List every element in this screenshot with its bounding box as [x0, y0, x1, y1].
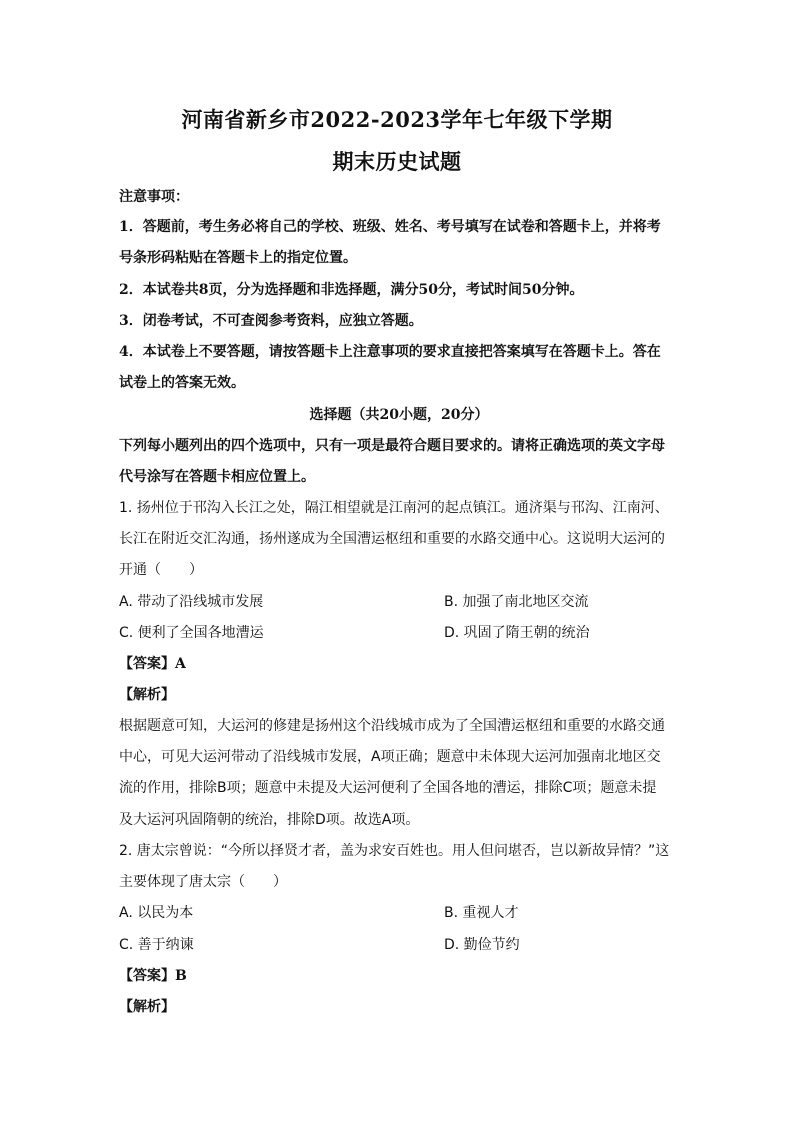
notice-item-4-line-1: 4．本试卷上不要答题，请按答题卡上注意事项的要求直接把答案填写在答题卡上。答在 [119, 344, 661, 360]
notice-item-3: 3．闭卷考试，不可查阅参考资料，应独立答题。 [119, 313, 423, 329]
section-heading: 选择题（共20小题，20分） [309, 407, 489, 423]
section-instructions-line-1: 下列每小题列出的四个选项中，只有一项是最符合题目要求的。请将正确选项的英文字母 [119, 438, 665, 454]
q1-analysis-heading: 【解析】 [119, 687, 175, 703]
notice-item-2: 2．本试卷共8页，分为选择题和非选择题，满分50分，考试时间50分钟。 [119, 282, 584, 298]
q1-option-a: A. 带动了沿线城市发展 [119, 594, 264, 610]
q1-stem-line-3: 开通（ ） [119, 562, 203, 578]
q2-analysis-heading: 【解析】 [119, 999, 175, 1015]
q2-option-c: C. 善于纳谏 [119, 937, 194, 953]
q2-option-d: D. 勤俭节约 [444, 937, 520, 953]
q1-option-d: D. 巩固了隋王朝的统治 [444, 625, 590, 641]
q1-analysis-line-2: 中心，可见大运河带动了沿线城市发展，A项正确；题意中未体现大运河加强南北地区交 [119, 749, 661, 765]
q1-analysis-line-1: 根据题意可知，大运河的修建是扬州这个沿线城市成为了全国漕运枢纽和重要的水路交通 [119, 718, 665, 734]
q2-answer: 【答案】B [119, 968, 187, 984]
q2-option-b: B. 重视人才 [444, 905, 519, 921]
q2-stem-line-2: 主要体现了唐太宗（ ） [119, 874, 287, 890]
q1-option-c: C. 便利了全国各地漕运 [119, 625, 264, 641]
q2-option-a: A. 以民为本 [119, 905, 194, 921]
section-instructions-line-2: 代号涂写在答题卡相应位置上。 [119, 469, 315, 485]
q1-answer: 【答案】A [119, 656, 186, 672]
notice-item-1-line-1: 1．答题前，考生务必将自己的学校、班级、姓名、考号填写在试卷和答题卡上，并将考 [119, 219, 661, 235]
q1-option-b: B. 加强了南北地区交流 [444, 594, 589, 610]
q1-stem-line-2: 长江在附近交汇沟通，扬州遂成为全国漕运枢纽和重要的水路交通中心。这说明大运河的 [119, 531, 665, 547]
q1-analysis-line-3: 流的作用，排除B项；题意中未提及大运河便利了全国各地的漕运，排除C项；题意未提 [119, 780, 657, 796]
notice-item-4-line-2: 试卷上的答案无效。 [119, 375, 245, 391]
notice-item-1-line-2: 号条形码粘贴在答题卡上的指定位置。 [119, 250, 357, 266]
exam-title: 河南省新乡市2022-2023学年七年级下学期 [181, 107, 613, 132]
q1-analysis-line-4: 及大运河巩固隋朝的统治，排除D项。故选A项。 [119, 812, 420, 828]
exam-subtitle: 期末历史试题 [332, 149, 462, 174]
q1-stem-line-1: 1. 扬州位于邗沟入长江之处，隔江相望就是江南河的起点镇江。通济渠与邗沟、江南河、 [119, 500, 669, 516]
q2-stem-line-1: 2. 唐太宗曾说：“今所以择贤才者，盖为求安百姓也。用人但问堪否，岂以新故异情？”这 [119, 843, 670, 859]
notice-heading: 注意事项： [119, 189, 189, 205]
